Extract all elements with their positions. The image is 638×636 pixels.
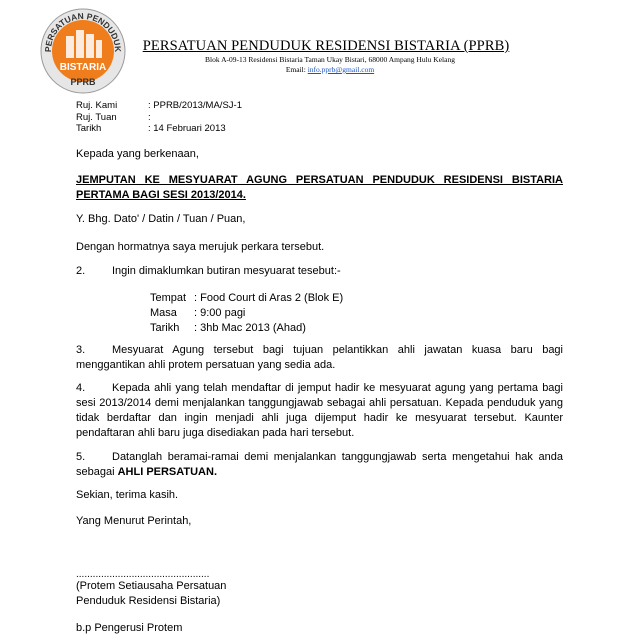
detail-row	[150, 321, 343, 336]
signer-title-2: Penduduk Residensi Bistaria)	[76, 595, 221, 607]
detail-key: Tempat	[150, 292, 187, 304]
ref-key: Tarikh	[76, 123, 102, 134]
ref-row	[76, 112, 242, 124]
address-line: Y. Bhg. Dato' / Datin / Tuan / Puan,	[76, 213, 246, 225]
ref-key: Ruj. Tuan	[76, 111, 117, 123]
reference-block	[76, 100, 242, 135]
paragraph-4	[76, 381, 563, 441]
salutation: Kepada yang berkenaan,	[76, 148, 199, 160]
email-label: Email:	[285, 65, 308, 74]
logo-arc-text: PERSATUAN PENDUDUK	[42, 10, 124, 53]
signer-title-1: (Protem Setiausaha Persatuan	[76, 580, 227, 592]
meeting-details	[150, 291, 343, 336]
ref-value: : PPRB/2013/MA/SJ-1	[148, 100, 242, 111]
ref-value: :	[148, 111, 151, 123]
paragraph-text: Datanglah beramai-ramai demi menjalankan tanggungjawab serta mengetahui hak anda sebagai	[76, 451, 563, 478]
logo-abbr-text: PPRB	[70, 77, 96, 87]
address-text: Blok A-09-13 Residensi Bistaria Taman Ukay Bistari, 68000 Ampang Hulu Kelang	[205, 55, 455, 64]
signer-title-3: b.p Pengerusi Protem	[76, 622, 183, 634]
detail-key: Masa	[150, 307, 177, 319]
detail-row	[150, 291, 343, 306]
ref-value: : 14 Februari 2013	[148, 123, 226, 134]
signature-line: ................................................	[76, 569, 210, 580]
signoff: Yang Menurut Perintah,	[76, 515, 192, 527]
paragraph-number: 2.	[76, 265, 86, 277]
detail-value: : 9:00 pagi	[194, 307, 246, 319]
email-line	[160, 65, 500, 75]
paragraph-number: 4.	[76, 382, 86, 394]
paragraph-2	[76, 264, 563, 279]
subject-heading: JEMPUTAN KE MESYUARAT AGUNG PERSATUAN PENDUDUK RESIDENSI BISTARIA PERTAMA BAGI SESI 2013/2014.	[76, 174, 563, 201]
paragraph-3	[76, 343, 563, 373]
closing: Sekian, terima kasih.	[76, 489, 179, 501]
opening-paragraph: Dengan hormatnya saya merujuk perkara tersebut.	[76, 241, 325, 253]
email-link[interactable]: info.pprb@gmail.com	[307, 65, 375, 74]
paragraph-5	[76, 450, 563, 480]
ref-row	[76, 123, 242, 135]
paragraph-text: Mesyuarat Agung tersebut bagi tujuan pelantikkan ahli jawatan kuasa baru bagi menggantikan ahli protem persatuan yang sedia ada.	[76, 344, 563, 371]
paragraph-emphasis: AHLI PERSATUAN.	[117, 466, 218, 478]
detail-value: : 3hb Mac 2013 (Ahad)	[194, 322, 306, 334]
ref-row	[76, 100, 242, 112]
logo-name-text: BISTARIA	[59, 62, 107, 73]
detail-row	[150, 306, 343, 321]
paragraph-text: Kepada ahli yang telah mendaftar di jemput hadir ke mesyuarat agung yang pertama bagi sesi 2013/2014 demi menjalankan tanggungjawab sebagai ahli persatuan. Kepada penduduk yang tidak berdaftar dan ingin menjadi ahli juga dijemput hadir ke mesyuarat tersebut. Kaunter pendaftaran ahli baru juga disediakan pada hari tersebut.	[76, 382, 563, 439]
paragraph-text: Ingin dimaklumkan butiran mesyuarat tesebut:-	[112, 265, 341, 277]
paragraph-number: 3.	[76, 344, 86, 356]
ref-key: Ruj. Kami	[76, 100, 118, 111]
letterhead-title: PERSATUAN PENDUDUK RESIDENSI BISTARIA (PPRB)	[142, 38, 510, 54]
detail-key: Tarikh	[150, 322, 180, 334]
pprb-logo	[38, 6, 128, 96]
detail-value: : Food Court di Aras 2 (Blok E)	[194, 292, 344, 304]
paragraph-number: 5.	[76, 451, 86, 463]
letterhead-address	[160, 55, 500, 75]
